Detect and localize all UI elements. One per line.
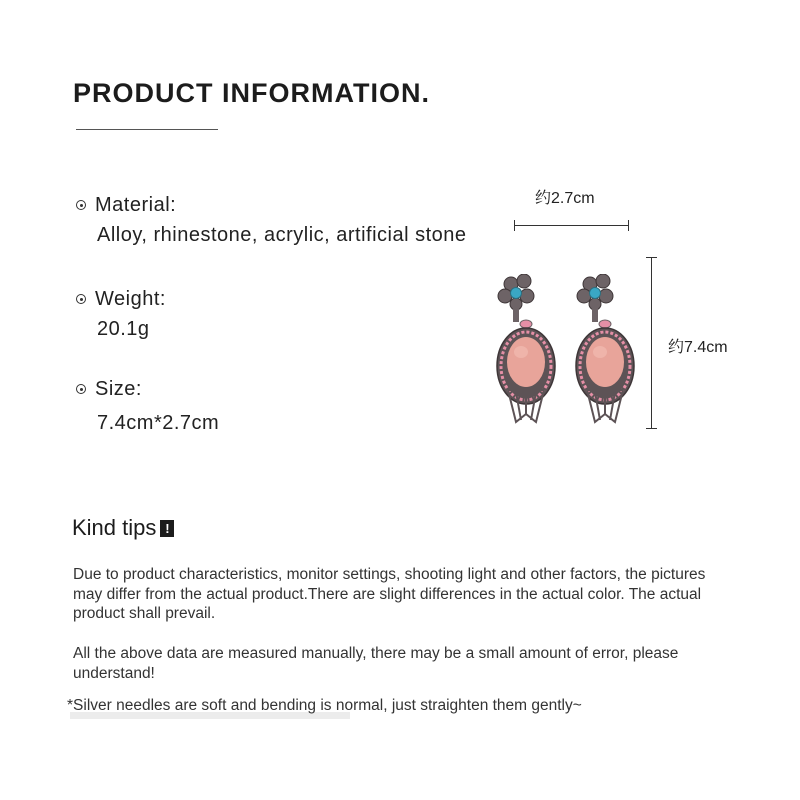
spec-size (76, 376, 219, 435)
bullet-icon (76, 200, 86, 210)
warning-icon: ! (160, 520, 174, 537)
width-dimension-cap (628, 220, 629, 231)
height-dimension-line (651, 257, 652, 429)
spec-value: 20.1g (97, 318, 150, 340)
height-dimension-cap (646, 428, 657, 429)
width-dimension-cap (514, 220, 515, 231)
footnote: *Silver needles are soft and bending is normal, just straighten them gently~ (67, 697, 582, 714)
spec-material (76, 192, 467, 247)
height-dimension-cap (646, 257, 657, 258)
disclaimer-paragraph: Due to product characteristics, monitor settings, shooting light and other factors, the pictures may differ from the actual product.There are slight differences in the actual color. The actual product shall prevail. (73, 566, 706, 622)
spec-value: Alloy, rhinestone, acrylic, artificial stone (97, 224, 467, 246)
title-divider (76, 129, 218, 130)
bullet-icon (76, 294, 86, 304)
kind-tips-title: Kind tips (72, 515, 157, 540)
spec-value: 7.4cm*2.7cm (97, 412, 220, 434)
spec-label: Material: (95, 193, 177, 216)
page-title: PRODUCT INFORMATION. (73, 78, 430, 108)
spec-label: Size: (95, 377, 142, 400)
earring-left-image (494, 274, 558, 424)
width-dimension-label: 约2.7cm (535, 190, 595, 207)
width-dimension-line (514, 225, 629, 226)
kind-tips-heading (72, 515, 174, 541)
measurement-note-paragraph: All the above data are measured manually, there may be a small amount of error, please understand! (73, 645, 679, 682)
spec-label: Weight: (95, 287, 166, 310)
height-dimension-label: 约7.4cm (668, 339, 728, 356)
earring-right-image (573, 274, 637, 424)
spec-weight (76, 286, 166, 341)
bullet-icon (76, 384, 86, 394)
